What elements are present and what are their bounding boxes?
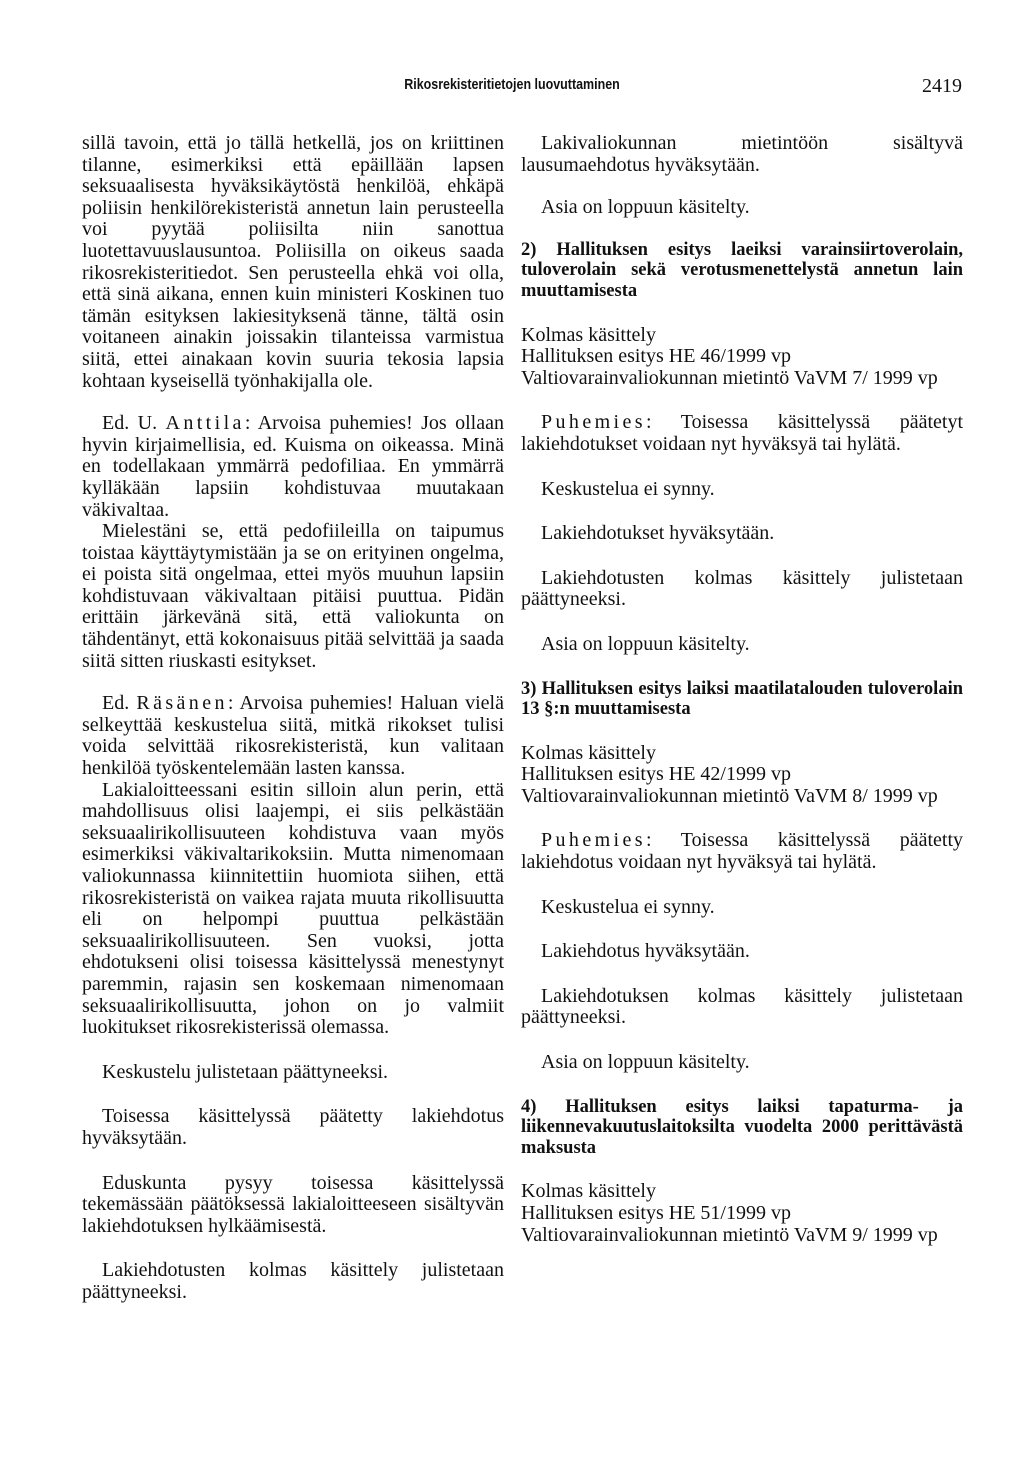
speaker-name-rasanen: Räsänen: [136, 692, 228, 715]
item-2-heading: 2) Hallituksen esitys laeiksi varainsiirtoverolain, tuloverolain sekä verotusmenettelystä annetun lain muuttamisesta: [521, 239, 963, 301]
matter-concluded-note: Asia on loppuun käsitelty.: [541, 1051, 750, 1074]
reading-label: Kolmas käsittely: [521, 323, 656, 346]
rasanen-speech: [82, 693, 504, 779]
committee-report-ref: Valtiovarainvaliokunnan mietintö VaVM 9/ 1999 vp: [521, 1223, 938, 1246]
statement-approved-note: Lakivaliokunnan mietintöön sisältyvä lausumaehdotus hyväksytään.: [521, 132, 963, 176]
item-2-speaker-statement: [521, 412, 963, 455]
item-3-speaker-statement: [521, 830, 963, 873]
page-number: 2419: [922, 75, 962, 97]
matter-concluded-note: Asia on loppuun käsitelty.: [541, 196, 750, 219]
bill-approved-note: Lakiehdotus hyväksytään.: [541, 940, 750, 963]
rasanen-speech-continued: Lakialoitteessani esitin silloin alun perin, että mahdollisuus olisi laajempi, ei siis pelkästään seksuaalirikollisuuteen kohdistuva vaan myös esimerkiksi väkivaltarikoksiin. Mutta nimenomaan valiokunnassa kiinnitettiin huomiota siihen, että rikosrekisteristä on vaikea rajata muuta rikollisuutta eli on helpompi puuttua pelkästään seksuaalirikollisuuteen. Sen vuoksi, jotta ehdotukseni olisi toisessa käsittelyssä menestynyt paremmin, rajasin sen koskemaan nimenomaan seksuaalirikollisuutta, johon on jo valmiit luokitukset rikosrekisterissä olemassa.: [82, 778, 504, 1039]
matter-concluded-note: Asia on loppuun käsitelty.: [541, 632, 750, 655]
committee-report-ref: Valtiovarainvaliokunnan mietintö VaVM 8/ 1999 vp: [521, 784, 938, 807]
reading-label: Kolmas käsittely: [521, 741, 656, 764]
speech-text: : Arvoisa puhemies! Jos ollaan hyvin kirjaimellisia, ed. Kuisma on oikeassa. Minä en todellakaan ymmärrä pedofiliaa. En ymmärrä kylläkään lapsiin kohdistuvaa muutakaan väkivaltaa.: [82, 412, 504, 521]
speech-text: : Arvoisa puhemies! Haluan vielä selkeyttää keskustelua siitä, mitkä rikokset tulisi voida selvittää rikosrekisteristä, kun valitaan henkilöä työskentelemään lasten kanssa.: [82, 692, 504, 780]
speaker-prefix: Ed.: [102, 692, 137, 715]
item-4-references: [521, 1181, 963, 1246]
third-reading-closed-note: Lakiehdotusten kolmas käsittely julistetaan päättyneeksi.: [82, 1259, 504, 1303]
item-2-references: [521, 325, 963, 390]
right-column: [521, 133, 963, 1246]
parliament-decision-note: Eduskunta pysyy toisessa käsittelyssä tekemässään päätöksessä lakialoitteeseen sisältyvän lakiehdotuksen hylkäämisestä.: [82, 1171, 504, 1237]
third-reading-closed-note: Lakiehdotusten kolmas käsittely julistetaan päättyneeksi.: [521, 566, 963, 611]
anttila-speech-continued: Mielestäni se, että pedofiileilla on taipumus toistaa käyttäytymistään ja se on erityinen ongelma, ei poista sitä ongelmaa, ettei myös muuhun lapsiin kohdistuvaan väkivaltaan pitäisi puuttua. Pidän erittäin järkevänä sitä, että valiokunta on tähdentänyt, että kokonaisuus pitää selvittää ja saada siitä sitten riuskasti esitykset.: [82, 520, 504, 672]
anttila-speech: [82, 413, 504, 521]
bills-approved-note: Lakiehdotukset hyväksytään.: [541, 522, 775, 545]
left-column: [82, 133, 504, 1304]
page-header: [0, 72, 1024, 102]
committee-report-ref: Valtiovarainvaliokunnan mietintö VaVM 7/ 1999 vp: [521, 366, 938, 389]
speaker-name-anttila: Anttila: [165, 412, 245, 435]
reading-label: Kolmas käsittely: [521, 1180, 656, 1203]
government-bill-ref: Hallituksen esitys HE 46/1999 vp: [521, 345, 791, 368]
item-3-references: [521, 743, 963, 808]
bill-approved-note: Toisessa käsittelyssä päätetty lakiehdotus hyväksytään.: [82, 1105, 504, 1149]
continued-speech-paragraph: sillä tavoin, että jo tällä hetkellä, jos on kriittinen tilanne, esimerkiksi että epäillään lapsen seksuaalisesta hyväksikäytöstä henkilöä, ehkäpä poliisin henkilörekisteristä annetun lain perusteella voi pyytää poliisilta niin sanottua luotettavuuslausuntoa. Poliisilla on oikeus saada rikosrekisteritiedot. Sen perusteella ehkä voi olla, että sinä aikana, ennen kuin ministeri Koskinen tuo tämän esityksen lakiesityksenä tänne, tältä osin voitaneen ainakin joissakin tilanteissa varmistua siitä, ettei ainakaan kovin suuria tekosia lapsia kohtaan kyseisellä työnhakijalla ole.: [82, 132, 504, 392]
item-3-heading: 3) Hallituksen esitys laiksi maatilatalouden tuloverolain 13 §:n muuttamisesta: [521, 678, 963, 720]
third-reading-closed-note: Lakiehdotuksen kolmas käsittely julistetaan päättyneeksi.: [521, 984, 963, 1029]
running-header-title: Rikosrekisteritietojen luovuttaminen: [404, 77, 620, 93]
no-debate-note: Keskustelua ei synny.: [541, 895, 715, 918]
debate-closed-note: Keskustelu julistetaan päättyneeksi.: [102, 1060, 389, 1083]
speaker-name-puhemies: Puhemies: [541, 411, 646, 434]
government-bill-ref: Hallituksen esitys HE 51/1999 vp: [521, 1202, 791, 1224]
government-bill-ref: Hallituksen esitys HE 42/1999 vp: [521, 763, 791, 786]
item-4-heading: 4) Hallituksen esitys laiksi tapaturma- ja liikennevakuutuslaitoksilta vuodelta 2000 perittävästä maksusta: [521, 1096, 963, 1158]
speech-text: : Toisessa käsittelyssä päätetyt lakiehdotukset voidaan nyt hyväksyä tai hylätä.: [521, 411, 963, 455]
speech-text: : Toisessa käsittelyssä päätetty lakiehdotus voidaan nyt hyväksyä tai hylätä.: [521, 829, 963, 874]
no-debate-note: Keskustelua ei synny.: [541, 477, 715, 500]
speaker-name-puhemies: Puhemies: [541, 829, 646, 852]
speaker-prefix: Ed. U.: [102, 412, 166, 435]
